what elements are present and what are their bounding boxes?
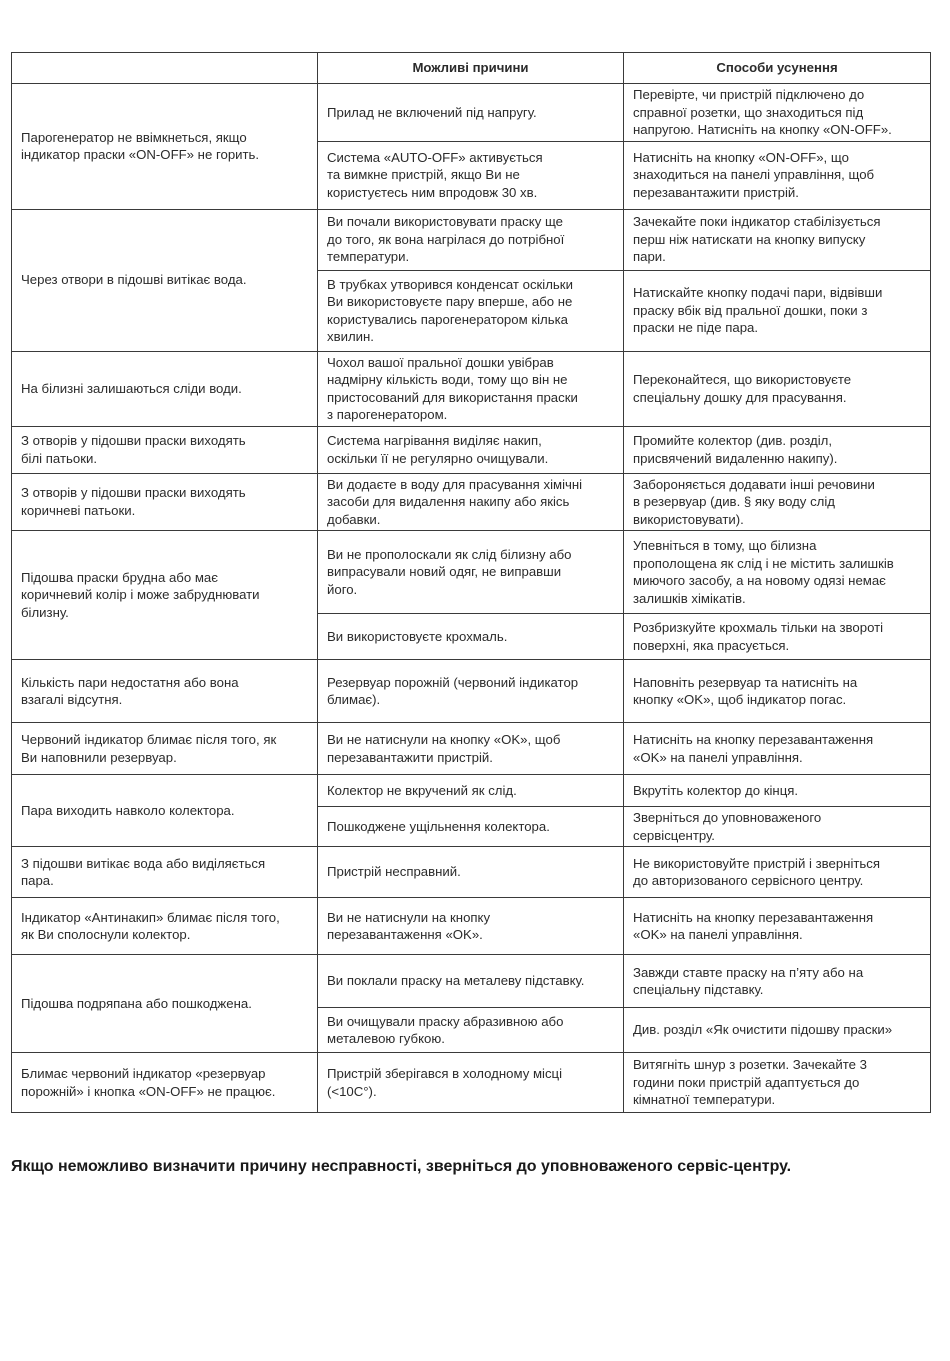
problem-cell: З отворів у підошви праски виходять білі патьоки. (12, 426, 318, 473)
solution-cell: Завжди ставте праску на п’яту або на спеціальну підставку. (624, 955, 931, 1008)
cause-cell: Резервуар порожній (червоний індикатор блимає). (318, 660, 624, 723)
table-row (12, 209, 931, 270)
table-row (12, 775, 931, 807)
solution-cell: Натисніть на кнопку «ON-OFF», що знаходиться на панелі управління, щоб перезавантажити пристрій. (624, 141, 931, 209)
solution-cell: Промийте колектор (див. розділ, присвячений видаленню накипу). (624, 426, 931, 473)
cause-cell: Ви не натиснули на кнопку перезавантаження «OK». (318, 898, 624, 955)
cause-cell: Прилад не включений під напругу. (318, 84, 624, 142)
problem-cell: Індикатор «Антинакип» блимає після того, як Ви сполоснули колектор. (12, 898, 318, 955)
problem-cell: Підошва праски брудна або має коричневий колір і може забруднювати білизну. (12, 531, 318, 660)
table-row (12, 351, 931, 426)
cause-cell: В трубках утворився конденсат оскільки Ви використовуєте пару вперше, або не користувались парогенератором кілька хвилин. (318, 270, 624, 351)
solution-cell: Забороняється додавати інші речовини в резервуар (див. § яку воду слід використовувати). (624, 473, 931, 531)
table-row (12, 473, 931, 531)
table-row (12, 847, 931, 898)
solution-cell: Витягніть шнур з розетки. Зачекайте 3 години поки пристрій адаптується до кімнатної температури. (624, 1053, 931, 1113)
troubleshooting-table (11, 52, 931, 1113)
header-causes: Можливі причини (318, 53, 624, 84)
table-row (12, 955, 931, 1008)
solution-cell: Зачекайте поки індикатор стабілізується перш ніж натискати на кнопку випуску пари. (624, 209, 931, 270)
table-row (12, 531, 931, 614)
cause-cell: Система «AUTO-OFF» активується та вимкне пристрій, якщо Ви не користуєтесь ним впродовж 30 хв. (318, 141, 624, 209)
cause-cell: Ви очищували праску абразивною або металевою губкою. (318, 1008, 624, 1053)
problem-cell: Через отвори в підошві витікає вода. (12, 209, 318, 351)
cause-cell: Ви використовуєте крохмаль. (318, 614, 624, 660)
table-row (12, 723, 931, 775)
solution-cell: Натисніть на кнопку перезавантаження «OK» на панелі управління. (624, 898, 931, 955)
problem-cell: На білизні залишаються сліди води. (12, 351, 318, 426)
table-row (12, 426, 931, 473)
problem-cell: Підошва подряпана або пошкоджена. (12, 955, 318, 1053)
solution-cell: Вкрутіть колектор до кінця. (624, 775, 931, 807)
table-row (12, 1053, 931, 1113)
cause-cell: Пристрій несправний. (318, 847, 624, 898)
cause-cell: Пристрій зберігався в холодному місці (<10C°). (318, 1053, 624, 1113)
cause-cell: Ви не натиснули на кнопку «OK», щоб перезавантажити пристрій. (318, 723, 624, 775)
problem-cell: Блимає червоний індикатор «резервуар порожній» і кнопка «ON-OFF» не працює. (12, 1053, 318, 1113)
solution-cell: Перевірте, чи пристрій підключено до справної розетки, що знаходиться під напругою. Натисніть на кнопку «ON-OFF». (624, 84, 931, 142)
cause-cell: Ви додаєте в воду для прасування хімічні засоби для видалення накипу або якісь добавки. (318, 473, 624, 531)
cause-cell: Пошкоджене ущільнення колектора. (318, 807, 624, 847)
cause-cell: Колектор не вкручений як слід. (318, 775, 624, 807)
cause-cell: Система нагрівання виділяє накип, оскільки її не регулярно очищували. (318, 426, 624, 473)
solution-cell: Натискайте кнопку подачі пари, відвівши праску вбік від пральної дошки, поки з праски не піде пара. (624, 270, 931, 351)
table-row (12, 898, 931, 955)
cause-cell: Ви почали використовувати праску ще до того, як вона нагрілася до потрібної температури. (318, 209, 624, 270)
header-solutions: Способи усунення (624, 53, 931, 84)
cause-cell: Чохол вашої пральної дошки увібрав надмірну кількість води, тому що він не пристосований для використання праски з парогенератором. (318, 351, 624, 426)
solution-cell: Розбризкуйте крохмаль тільки на звороті поверхні, яка прасується. (624, 614, 931, 660)
problem-cell: Червоний індикатор блимає після того, як Ви наповнили резервуар. (12, 723, 318, 775)
problem-cell: Пара виходить навколо колектора. (12, 775, 318, 847)
cause-cell: Ви не прополоскали як слід білизну або випрасували новий одяг, не виправши його. (318, 531, 624, 614)
solution-cell: Упевніться в тому, що білизна прополощена як слід і не містить залишків миючого засобу, а на новому одязі немає залишків хімікатів. (624, 531, 931, 614)
header-problem (12, 53, 318, 84)
solution-cell: Переконайтеся, що використовуєте спеціальну дошку для прасування. (624, 351, 931, 426)
footer-note: Якщо неможливо визначити причину несправності, зверніться до уповноваженого сервіс-центру. (11, 1158, 792, 1175)
problem-cell: З отворів у підошви праски виходять коричневі патьоки. (12, 473, 318, 531)
table-row (12, 660, 931, 723)
solution-cell: Не використовуйте пристрій і зверніться до авторизованого сервісного центру. (624, 847, 931, 898)
problem-cell: З підошви витікає вода або виділяється пара. (12, 847, 318, 898)
solution-cell: Наповніть резервуар та натисніть на кнопку «OK», щоб індикатор погас. (624, 660, 931, 723)
solution-cell: Зверніться до уповноваженого сервісцентру. (624, 807, 931, 847)
problem-cell: Парогенератор не ввімкнеться, якщо індикатор праски «ON-OFF» не горить. (12, 84, 318, 210)
solution-cell: Натисніть на кнопку перезавантаження «OK» на панелі управління. (624, 723, 931, 775)
table-header-row (12, 53, 931, 84)
table-body (12, 84, 931, 1113)
solution-cell: Див. розділ «Як очистити підошву праски» (624, 1008, 931, 1053)
cause-cell: Ви поклали праску на металеву підставку. (318, 955, 624, 1008)
table-row (12, 84, 931, 142)
problem-cell: Кількість пари недостатня або вона взагалі відсутня. (12, 660, 318, 723)
